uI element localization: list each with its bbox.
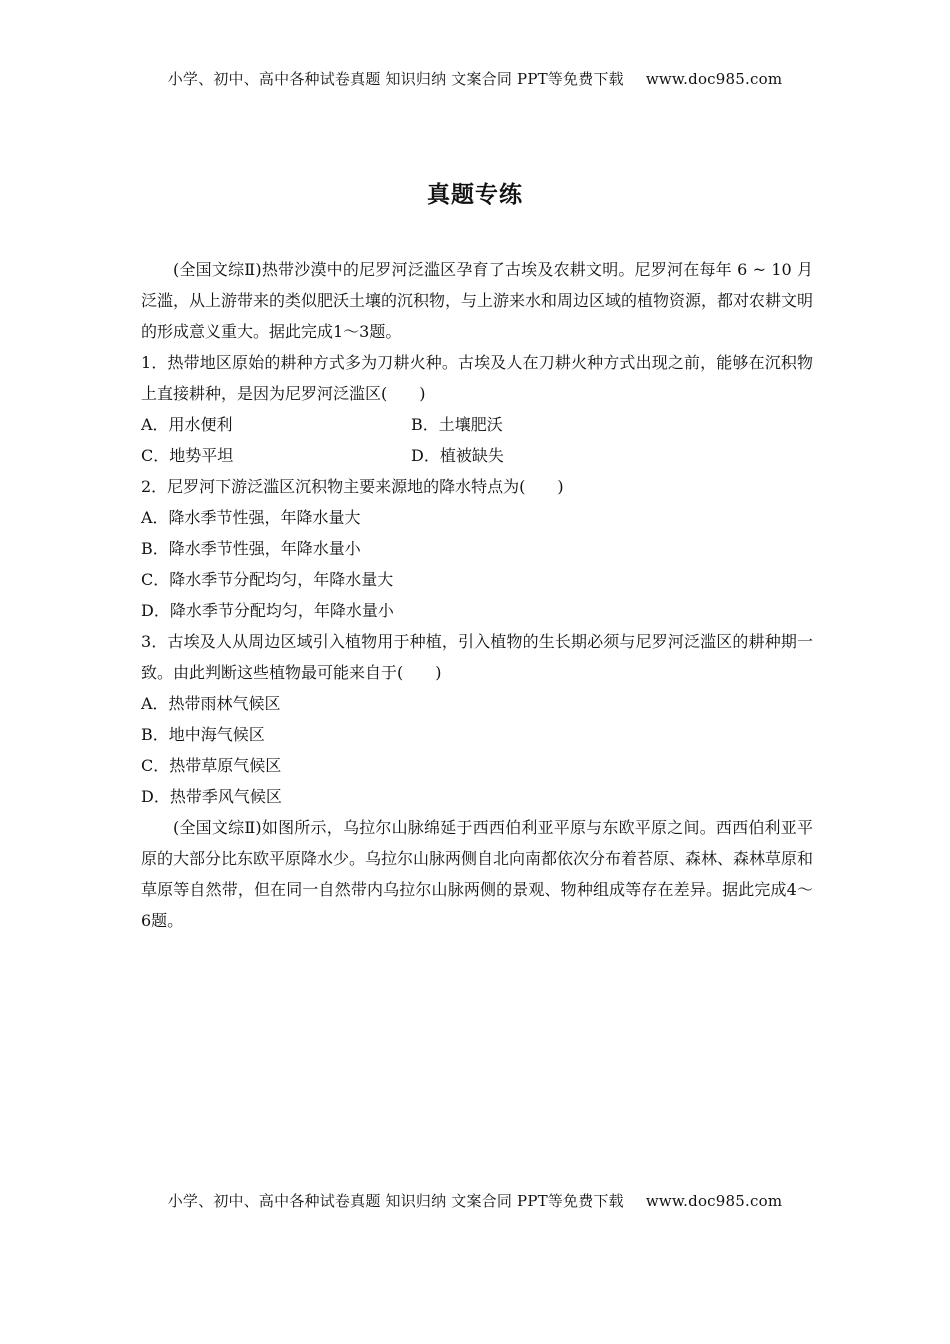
question-3-stem: 3．古埃及人从周边区域引入植物用于种植，引入植物的生长期必须与尼罗河泛滥区的耕种期一致。由此判断这些植物最可能来自于( ) xyxy=(141,632,813,682)
question-2-option-d: D．降水季节分配均匀，年降水量小 xyxy=(141,601,394,620)
header-text: 小学、初中、高中各种试卷真题 知识归纳 文案合同 PPT等免费下载 xyxy=(167,70,624,88)
page-footer xyxy=(0,1190,950,1211)
question-2-option-b: B．降水季节性强，年降水量小 xyxy=(141,539,361,558)
question-1-options-row-1 xyxy=(141,409,813,440)
footer-text: 小学、初中、高中各种试卷真题 知识归纳 文案合同 PPT等免费下载 xyxy=(167,1192,624,1210)
question-2-option-a: A．降水季节性强，年降水量大 xyxy=(141,508,361,527)
question-1-option-d: D．植被缺失 xyxy=(411,446,504,465)
question-3-option-c: C．热带草原气候区 xyxy=(141,756,282,775)
question-1-options-row-2 xyxy=(141,440,813,471)
question-2-stem: 2．尼罗河下游泛滥区沉积物主要来源地的降水特点为( ) xyxy=(141,477,564,496)
footer-site-link[interactable]: www.doc985.com xyxy=(645,1192,783,1210)
question-1-option-c: C．地势平坦 xyxy=(141,446,234,465)
question-3-option-b: B．地中海气候区 xyxy=(141,725,265,744)
header-site-link[interactable]: www.doc985.com xyxy=(645,70,783,88)
passage-1: (全国文综Ⅱ)热带沙漠中的尼罗河泛滥区孕育了古埃及农耕文明。尼罗河在每年 6 ~ 10 月泛滥，从上游带来的类似肥沃土壤的沉积物，与上游来水和周边区域的植物资源，都对农耕文明的形成意义重大。据此完成1～3题。 xyxy=(141,260,814,341)
question-2-option-c: C．降水季节分配均匀，年降水量大 xyxy=(141,570,394,589)
page-header xyxy=(0,68,950,89)
document-body xyxy=(141,254,813,936)
question-1-option-b: B．土壤肥沃 xyxy=(411,415,503,434)
question-3-option-a: A．热带雨林气候区 xyxy=(141,694,281,713)
question-3-option-d: D．热带季风气候区 xyxy=(141,787,282,806)
question-1-option-a: A．用水便利 xyxy=(141,415,233,434)
passage-2: (全国文综Ⅱ)如图所示，乌拉尔山脉绵延于西西伯利亚平原与东欧平原之间。西西伯利亚平原的大部分比东欧平原降水少。乌拉尔山脉两侧自北向南都依次分布着苔原、森林、森林草原和草原等自然带，但在同一自然带内乌拉尔山脉两侧的景观、物种组成等存在差异。据此完成4～6题。 xyxy=(141,818,814,930)
page-title: 真题专练 xyxy=(427,181,523,208)
question-1-stem: 1．热带地区原始的耕种方式多为刀耕火种。古埃及人在刀耕火种方式出现之前，能够在沉积物上直接耕种，是因为尼罗河泛滥区( ) xyxy=(141,353,813,403)
